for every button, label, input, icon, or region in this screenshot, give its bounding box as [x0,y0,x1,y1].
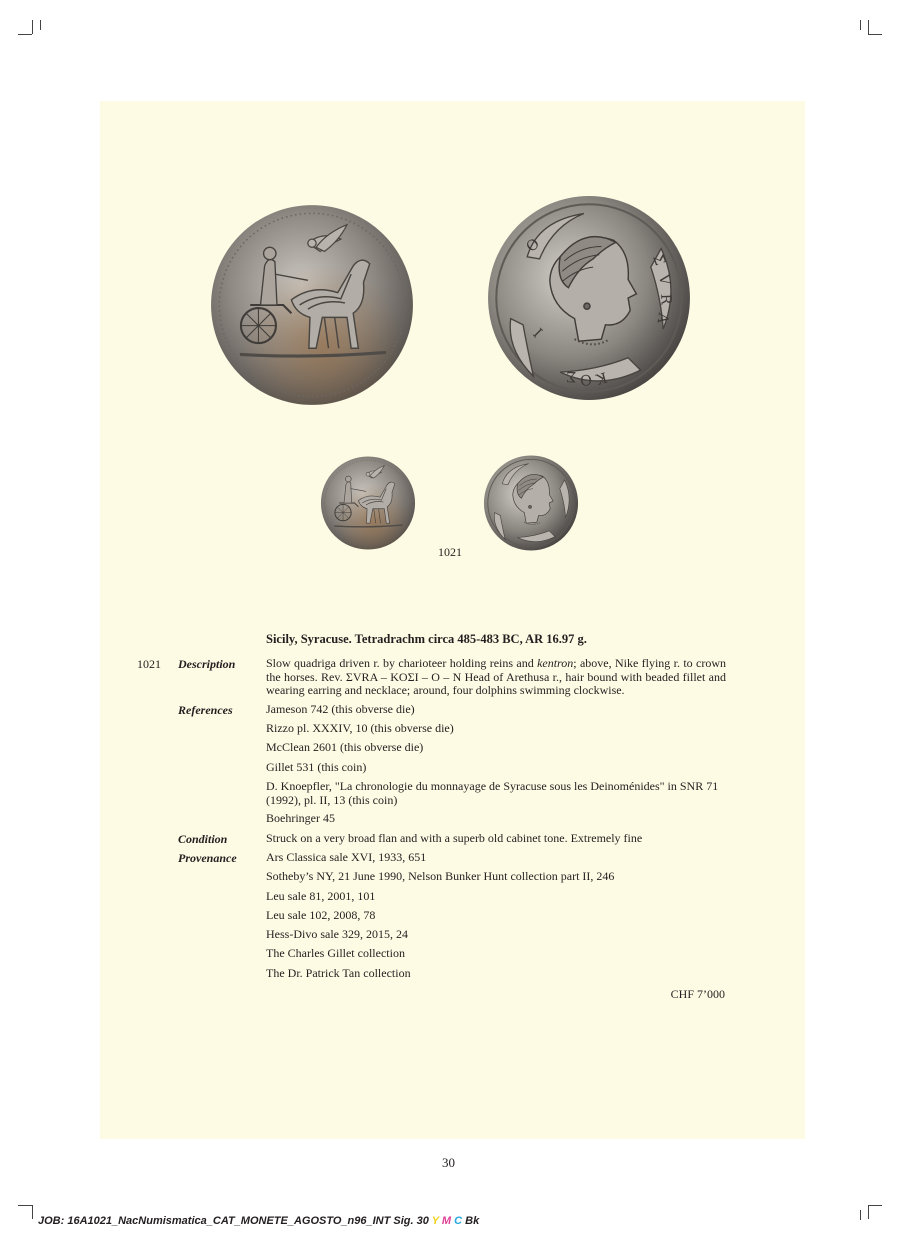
coin-legend-letter: O [578,370,593,388]
description-part: ; above, Nike flying r. to crown the horses. Rev. ΣVRA – KOΣI – O – N Head of Arethusa r., hair bound with beaded fillet and wearing earring and necklace; around, four dolphins swimming clockwise. [266,656,726,697]
provenance-item: Leu sale 81, 2001, 101 [266,889,376,903]
coin-legend-letter: A [653,311,671,325]
reference-item: Jameson 742 (this obverse die) [266,702,415,716]
obverse-coin-large [209,199,415,411]
lot-caption: 1021 [438,545,462,559]
ink-magenta: M [441,1215,452,1227]
job-text: JOB: 16A1021_NacNumismatica_CAT_MONETE_AGOSTO_n96_INT Sig. 30 [38,1215,432,1227]
ink-yellow: Y [431,1215,439,1227]
label-condition: Condition [178,832,228,846]
coin-legend-letter: Σ [566,367,577,385]
crop-mark [32,1205,33,1219]
provenance-item: Ars Classica sale XVI, 1933, 651 [266,850,427,864]
crop-mark [18,34,32,35]
reference-item: Rizzo pl. XXXIV, 10 (this obverse die) [266,721,454,735]
coin-legend-letter: O [523,235,543,256]
reverse-coin-small [479,455,583,551]
coin-legend-letter: I [531,324,547,340]
coin-legend-letter: V [655,273,673,287]
crop-mark [18,1205,32,1206]
print-job-slug [38,1215,479,1227]
provenance-item: The Charles Gillet collection [266,946,405,960]
crop-mark [868,20,869,34]
description-part: Slow quadriga driven r. by charioteer holding reins and [266,656,538,670]
description-text [266,657,726,698]
page-number: 30 [442,1155,455,1170]
reference-item: Boehringer 45 [266,811,335,825]
crop-mark [868,1205,869,1219]
reverse-coin-large [486,192,692,404]
reference-item: McClean 2601 (this obverse die) [266,740,424,754]
ink-black: Bk [465,1215,480,1227]
estimate-price: CHF 7’000 [670,987,725,1001]
label-provenance: Provenance [178,851,237,865]
catalog-panel [100,101,805,1139]
condition-text: Struck on a very broad flan and with a superb old cabinet tone. Extremely fine [266,831,643,845]
lot-number: 1021 [137,657,161,671]
coin-legend-letter: Σ [649,252,668,268]
provenance-item: Leu sale 102, 2008, 78 [266,908,376,922]
crop-mark [868,1205,882,1206]
coin-legend-letter: K [594,368,609,387]
crop-mark [860,20,861,30]
description-emphasis: kentron [537,656,574,670]
reference-item: D. Knoepfler, "La chronologie du monnayage de Syracuse sous les Deinoménides" in SNR 71 (1992), pl. II, 13 (this coin) [266,779,719,807]
crop-mark [32,20,33,34]
coin-legend-letter: R [657,293,674,305]
provenance-item: Hess-Divo sale 329, 2015, 24 [266,927,408,941]
provenance-item: The Dr. Patrick Tan collection [266,966,411,980]
lot-title: Sicily, Syracuse. Tetradrachm circa 485-483 BC, AR 16.97 g. [266,632,587,646]
obverse-coin-small [320,454,416,552]
ink-cyan: C [454,1215,463,1227]
reference-item: Gillet 531 (this coin) [266,760,367,774]
label-references: References [178,703,233,717]
crop-mark [860,1210,861,1220]
crop-mark [868,34,882,35]
label-description: Description [178,657,236,671]
crop-mark [40,20,41,30]
provenance-item: Sotheby’s NY, 21 June 1990, Nelson Bunker Hunt collection part II, 246 [266,869,615,883]
